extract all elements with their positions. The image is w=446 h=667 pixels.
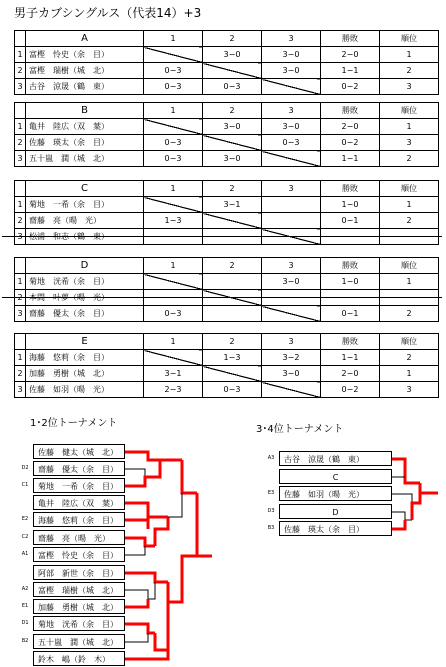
rank: 2 — [380, 213, 439, 229]
winner-path — [182, 460, 197, 493]
rank: 3 — [380, 135, 439, 151]
player-no: 1 — [15, 119, 26, 135]
col-header: 勝敗 — [321, 334, 380, 350]
score-cell: 3−0 — [203, 151, 262, 167]
player-no: 2 — [15, 63, 26, 79]
col-header: 2 — [203, 31, 262, 47]
rank: 3 — [380, 79, 439, 95]
player-no: 1 — [15, 47, 26, 63]
col-header: 3 — [262, 31, 321, 47]
col-header: 3 — [262, 334, 321, 350]
player-no: 3 — [15, 151, 26, 167]
col-header: 勝敗 — [321, 258, 380, 274]
rank: 2 — [380, 151, 439, 167]
col-header: 順位 — [380, 181, 439, 197]
group-name: B — [26, 103, 144, 119]
bracket-entry: 阿部 新世（余 目） — [33, 565, 125, 580]
winner-path — [412, 483, 420, 520]
col-header: 3 — [262, 181, 321, 197]
score-cell: 0−3 — [144, 63, 203, 79]
bracket-entry: 富樫 瑞樹（城 北） — [33, 582, 125, 597]
player-no: 2 — [15, 135, 26, 151]
player-no: 1 — [15, 274, 26, 290]
score-cell: 3−0 — [262, 47, 321, 63]
winner-path — [155, 602, 168, 650]
bracket-entry: 齋藤 優太（余 目） — [33, 461, 125, 476]
score-cell: 3−0 — [262, 63, 321, 79]
rank: 3 — [380, 382, 439, 398]
bracket-entry: 鈴木 嶋（鈴 木） — [33, 651, 125, 666]
score-cell: 2−3 — [144, 382, 203, 398]
group-name: D — [26, 258, 144, 274]
winner-path — [168, 556, 197, 602]
player-name: 亀井 陸広（双 葉） — [26, 119, 144, 135]
win-loss: 0−1 — [321, 213, 380, 229]
player-no: 3 — [15, 382, 26, 398]
bracket-entry: C — [279, 469, 392, 484]
player-name: 五十嵐 潤（城 北） — [26, 151, 144, 167]
player-name: 佐藤 如羽（暘 光） — [26, 382, 144, 398]
player-name: 菊地 洸希（余 目） — [26, 274, 144, 290]
rank: 2 — [380, 306, 439, 322]
group-name: A — [26, 31, 144, 47]
win-loss: 1−0 — [321, 274, 380, 290]
bracket-line — [392, 512, 412, 520]
seed-label: D2 — [21, 465, 29, 471]
win-loss: 0−1 — [321, 306, 380, 322]
seed-label: A3 — [267, 455, 275, 461]
player-name: 齋藤 優太（余 目） — [26, 306, 144, 322]
seed-label: B2 — [21, 638, 29, 644]
rank: 1 — [380, 119, 439, 135]
tournament-12-title: 1･2位トーナメント — [30, 418, 118, 429]
winner-path — [125, 452, 182, 460]
col-header: 順位 — [380, 31, 439, 47]
bracket-line — [168, 493, 182, 517]
score-cell: 0−3 — [203, 382, 262, 398]
score-cell: 1−3 — [203, 350, 262, 366]
col-header: 1 — [144, 334, 203, 350]
player-name: 古谷 涼晟（鶴 東） — [26, 79, 144, 95]
seed-label: C2 — [21, 534, 29, 540]
col-header: 1 — [144, 31, 203, 47]
page-title: 男子カブシングルス（代表14）+3 — [14, 6, 202, 20]
player-no: 3 — [15, 306, 26, 322]
tournament-34-title: 3･4位トーナメント — [256, 424, 344, 435]
bracket-line — [125, 469, 145, 477]
score-cell: 3−0 — [262, 119, 321, 135]
winner-path — [125, 520, 148, 529]
score-cell: 1−3 — [144, 213, 203, 229]
win-loss: 0−2 — [321, 382, 380, 398]
score-cell: 0−3 — [144, 135, 203, 151]
col-header: 順位 — [380, 258, 439, 274]
rank: 2 — [380, 350, 439, 366]
bracket-entry: 菊地 一希（余 目） — [33, 478, 125, 493]
rank: 1 — [380, 274, 439, 290]
col-header: 1 — [144, 181, 203, 197]
winner-path — [125, 503, 168, 517]
group-name: E — [26, 334, 144, 350]
col-header: 2 — [203, 181, 262, 197]
col-header: 順位 — [380, 103, 439, 119]
rank: 1 — [380, 197, 439, 213]
winner-path — [125, 460, 160, 486]
score-cell: 0−3 — [262, 135, 321, 151]
seed-label: A2 — [21, 586, 29, 592]
bracket-line — [125, 633, 148, 642]
bracket-entry: 佐藤 健太（城 北） — [33, 444, 125, 459]
bracket-line — [125, 582, 155, 599]
bracket-entry: 菊地 洸希（余 目） — [33, 616, 125, 631]
score-cell: 3−0 — [262, 274, 321, 290]
score-cell: 3−2 — [262, 350, 321, 366]
player-no: 1 — [15, 197, 26, 213]
score-cell: 0−3 — [203, 79, 262, 95]
seed-label: D3 — [267, 508, 275, 514]
seed-label: D1 — [21, 620, 29, 626]
player-name: 菊地 一希（余 目） — [26, 197, 144, 213]
bracket-entry: 五十嵐 潤（城 北） — [33, 634, 125, 649]
player-no: 2 — [15, 366, 26, 382]
rank: 1 — [380, 47, 439, 63]
seed-label: E2 — [21, 516, 29, 522]
win-loss: 1−1 — [321, 63, 380, 79]
winner-path — [125, 573, 168, 582]
win-loss: 2−0 — [321, 119, 380, 135]
win-loss: 0−2 — [321, 79, 380, 95]
col-header: 2 — [203, 103, 262, 119]
col-header: 勝敗 — [321, 31, 380, 47]
win-loss: 1−1 — [321, 151, 380, 167]
score-cell: 0−3 — [144, 79, 203, 95]
rank: 2 — [380, 63, 439, 79]
score-cell: 3−0 — [203, 119, 262, 135]
col-header: 3 — [262, 258, 321, 274]
seed-label: E1 — [21, 603, 29, 609]
win-loss: 2−0 — [321, 47, 380, 63]
col-header: 1 — [144, 103, 203, 119]
bracket-line — [392, 494, 412, 503]
score-cell: 3−0 — [203, 47, 262, 63]
player-name: 富樫 瑞樹（城 北） — [26, 63, 144, 79]
winner-path — [392, 459, 420, 483]
bracket-entry: D — [279, 504, 392, 519]
player-name: 佐藤 瑛太（余 目） — [26, 135, 144, 151]
win-loss: 2−0 — [321, 366, 380, 382]
col-header: 1 — [144, 258, 203, 274]
player-no: 2 — [15, 213, 26, 229]
col-header: 2 — [203, 258, 262, 274]
group-name: C — [26, 181, 144, 197]
winner-path — [392, 520, 405, 529]
seed-label: A1 — [21, 551, 29, 557]
bracket-entry: 佐藤 瑛太（余 目） — [279, 521, 392, 536]
player-name: 富樫 怜史（余 目） — [26, 47, 144, 63]
player-name: 海藤 悠莉（余 目） — [26, 350, 144, 366]
player-name: 加藤 勇樹（城 北） — [26, 366, 144, 382]
bracket-line — [125, 546, 145, 555]
bracket-entry: 佐藤 如羽（暘 光） — [279, 486, 392, 501]
win-loss: 1−1 — [321, 350, 380, 366]
win-loss: 1−0 — [321, 197, 380, 213]
bracket-entry: 亀井 陸広（双 葉） — [33, 495, 125, 510]
col-header: 順位 — [380, 334, 439, 350]
bracket-entry: 齋藤 亮（暘 光） — [33, 530, 125, 545]
seed-label: C1 — [21, 482, 29, 488]
winner-path — [197, 493, 212, 556]
seed-label: E3 — [267, 490, 275, 496]
col-header: 勝敗 — [321, 103, 380, 119]
bracket-entry: 海藤 悠莉（余 目） — [33, 512, 125, 527]
winner-path — [125, 599, 148, 607]
score-cell: 0−3 — [144, 306, 203, 322]
bracket-entry: 古谷 涼晟（鶴 東） — [279, 451, 392, 466]
score-cell: 3−0 — [262, 366, 321, 382]
winner-path — [155, 517, 168, 546]
col-header: 3 — [262, 103, 321, 119]
winner-path — [125, 624, 155, 633]
score-cell: 3−1 — [203, 197, 262, 213]
winner-path — [125, 538, 155, 546]
player-name: 齋藤 亮（暘 光） — [26, 213, 144, 229]
player-no: 1 — [15, 350, 26, 366]
score-cell: 0−3 — [144, 151, 203, 167]
col-header: 勝敗 — [321, 181, 380, 197]
rank: 1 — [380, 366, 439, 382]
win-loss: 0−2 — [321, 135, 380, 151]
player-no: 3 — [15, 79, 26, 95]
bracket-entry: 富樫 怜史（余 目） — [33, 547, 125, 562]
score-cell: 3−1 — [144, 366, 203, 382]
bracket-entry: 加藤 勇樹（城 北） — [33, 599, 125, 614]
seed-label: B3 — [267, 525, 275, 531]
col-header: 2 — [203, 334, 262, 350]
